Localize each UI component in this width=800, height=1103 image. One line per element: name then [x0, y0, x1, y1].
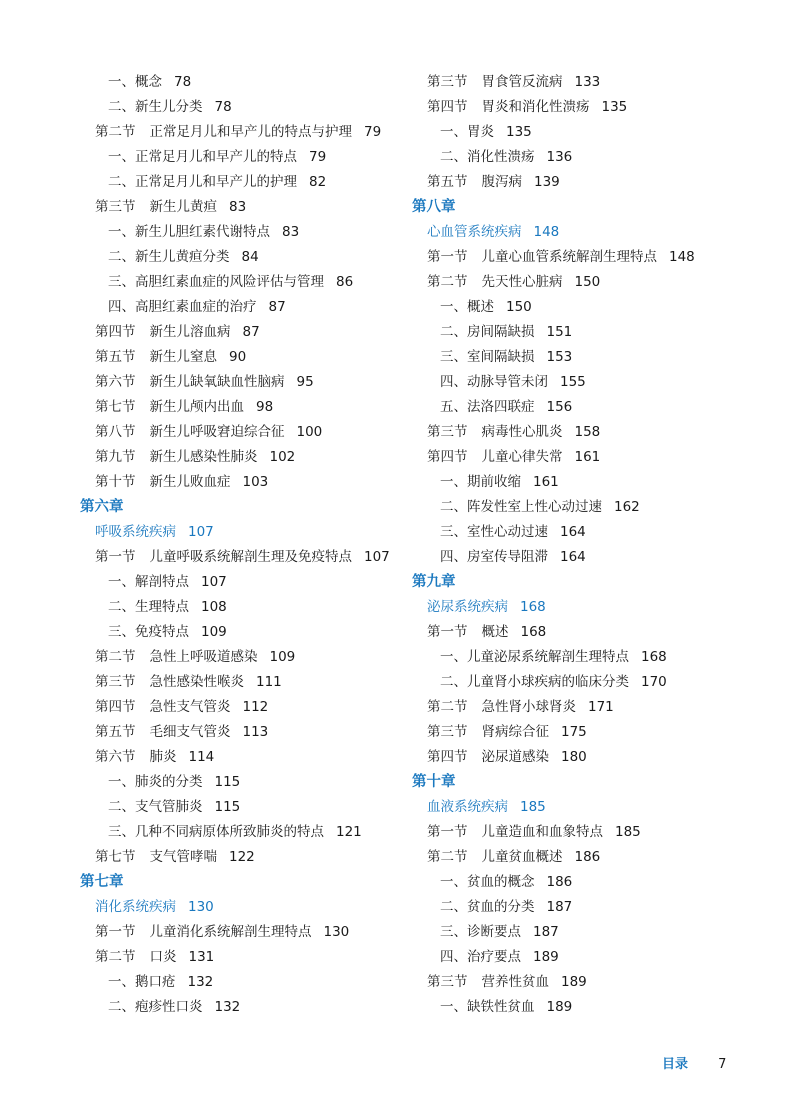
subsection-title: 二、儿童肾小球疾病的临床分类 [440, 674, 629, 690]
toc-subsection-entry [80, 970, 410, 995]
subsection-title: 一、正常足月儿和早产儿的特点 [108, 149, 297, 165]
page-ref: 187 [546, 899, 573, 915]
page-ref: 113 [242, 724, 269, 740]
section-number: 第二节 [95, 649, 136, 665]
section-title: 急性肾小球肾炎 [481, 699, 576, 715]
section-number: 第二节 [427, 274, 468, 290]
page-ref: 168 [641, 649, 667, 665]
section-number: 第六节 [95, 749, 136, 765]
toc-section-entry [80, 695, 410, 720]
subsection-title: 一、缺铁性贫血 [440, 999, 535, 1015]
toc-section-entry [80, 420, 410, 445]
section-title: 儿童造血和血象特点 [481, 824, 603, 840]
toc-subsection-entry [80, 795, 410, 820]
toc-section-entry [80, 370, 410, 395]
toc-column-left [80, 70, 410, 1020]
subsection-title: 二、生理特点 [108, 599, 189, 615]
section-number: 第一节 [427, 624, 468, 640]
section-title: 病毒性心肌炎 [481, 424, 563, 440]
page-ref: 162 [614, 499, 640, 515]
toc-subsection-entry [412, 295, 742, 320]
page-ref: 132 [187, 974, 214, 990]
chapter-heading: 第十章 [412, 774, 456, 790]
page-ref: 161 [533, 474, 559, 490]
toc-section-entry [412, 70, 742, 95]
section-number: 第三节 [427, 974, 468, 990]
subsection-title: 一、肺炎的分类 [108, 774, 203, 790]
toc-subsection-entry [412, 120, 742, 145]
toc-subsection-entry [412, 320, 742, 345]
page-ref: 87 [242, 324, 260, 340]
toc-chapter-title [80, 895, 410, 920]
toc-section-entry [412, 620, 742, 645]
page-ref: 150 [506, 299, 532, 315]
toc-subsection-entry [412, 370, 742, 395]
section-number: 第五节 [95, 349, 136, 365]
subsection-title: 一、概念 [108, 74, 162, 90]
page-ref: 78 [174, 74, 192, 90]
toc-chapter-title [412, 595, 742, 620]
section-title: 腹泻病 [481, 174, 522, 190]
subsection-title: 四、房室传导阻滞 [440, 549, 548, 565]
toc-section-entry [412, 170, 742, 195]
toc-subsection-entry [412, 395, 742, 420]
toc-subsection-entry [80, 270, 410, 295]
section-title: 正常足月儿和早产儿的特点与护理 [149, 124, 352, 140]
page-ref: 108 [201, 599, 227, 615]
section-title: 急性上呼吸道感染 [149, 649, 258, 665]
page-ref: 170 [641, 674, 667, 690]
section-title: 泌尿道感染 [481, 749, 549, 765]
page-ref: 161 [574, 449, 601, 465]
subsection-title: 二、疱疹性口炎 [108, 999, 203, 1015]
toc-chapter-title [412, 220, 742, 245]
toc-section-entry [80, 845, 410, 870]
toc-subsection-entry [412, 870, 742, 895]
subsection-title: 二、贫血的分类 [440, 899, 535, 915]
toc-subsection-entry [412, 895, 742, 920]
toc-subsection-entry [412, 645, 742, 670]
page-number: 7 [718, 1057, 727, 1072]
toc-subsection-entry [80, 770, 410, 795]
subsection-title: 五、法洛四联症 [440, 399, 535, 415]
chapter-title-text: 心血管系统疾病 [427, 224, 522, 240]
toc-section-entry [412, 695, 742, 720]
toc-subsection-entry [80, 95, 410, 120]
section-number: 第四节 [95, 699, 136, 715]
toc-section-entry [412, 245, 742, 270]
chapter-heading: 第七章 [80, 874, 124, 890]
chapter-heading: 第六章 [80, 499, 124, 515]
toc-subsection-entry [80, 245, 410, 270]
page-ref: 131 [188, 949, 215, 965]
page-ref: 87 [268, 299, 286, 315]
toc-section-entry [412, 845, 742, 870]
page-ref: 82 [309, 174, 327, 190]
subsection-title: 二、房间隔缺损 [440, 324, 535, 340]
toc-subsection-entry [80, 295, 410, 320]
page-ref: 103 [242, 474, 269, 490]
page-footer [662, 1054, 726, 1076]
page-ref: 175 [561, 724, 587, 740]
subsection-title: 三、免疫特点 [108, 624, 189, 640]
section-title: 儿童呼吸系统解剖生理及免疫特点 [149, 549, 352, 565]
page-ref: 164 [560, 549, 586, 565]
subsection-title: 四、动脉导管未闭 [440, 374, 548, 390]
toc-section-entry [412, 745, 742, 770]
toc-chapter-title [80, 520, 410, 545]
section-number: 第三节 [427, 74, 468, 90]
page-ref: 139 [534, 174, 560, 190]
section-title: 新生儿败血症 [149, 474, 231, 490]
section-title: 支气管哮喘 [149, 849, 217, 865]
toc-section-entry [80, 745, 410, 770]
toc-subsection-entry [412, 545, 742, 570]
section-number: 第六节 [95, 374, 136, 390]
section-number: 第一节 [95, 924, 136, 940]
section-number: 第四节 [95, 324, 136, 340]
footer-section-label: 目录 [662, 1057, 689, 1072]
page-ref: 109 [201, 624, 227, 640]
section-number: 第三节 [95, 674, 136, 690]
page-ref: 171 [588, 699, 614, 715]
chapter-heading: 第八章 [412, 199, 456, 215]
toc-section-entry [412, 445, 742, 470]
subsection-title: 二、阵发性室上性心动过速 [440, 499, 602, 515]
section-title: 儿童贫血概述 [481, 849, 563, 865]
page-ref: 115 [214, 774, 241, 790]
chapter-title-text: 血液系统疾病 [427, 799, 508, 815]
page-ref: 135 [601, 99, 628, 115]
toc-section-entry [80, 195, 410, 220]
section-number: 第九节 [95, 449, 136, 465]
section-title: 急性支气管炎 [149, 699, 231, 715]
section-title: 新生儿呼吸窘迫综合征 [149, 424, 285, 440]
toc-section-entry [80, 470, 410, 495]
section-title: 先天性心脏病 [481, 274, 563, 290]
page-ref: 180 [561, 749, 587, 765]
section-title: 新生儿颅内出血 [149, 399, 244, 415]
toc-subsection-entry [80, 595, 410, 620]
section-number: 第七节 [95, 399, 136, 415]
section-title: 胃食管反流病 [481, 74, 563, 90]
section-number: 第五节 [95, 724, 136, 740]
section-title: 新生儿溶血病 [149, 324, 231, 340]
section-title: 胃炎和消化性溃疡 [481, 99, 590, 115]
chapter-title-text: 泌尿系统疾病 [427, 599, 508, 615]
toc-section-entry [80, 545, 410, 570]
subsection-title: 四、高胆红素血症的治疗 [108, 299, 257, 315]
page-ref: 185 [520, 799, 546, 815]
toc-subsection-entry [80, 145, 410, 170]
subsection-title: 一、期前收缩 [440, 474, 521, 490]
section-title: 概述 [481, 624, 509, 640]
toc-section-entry [412, 820, 742, 845]
page-ref: 79 [309, 149, 327, 165]
subsection-title: 二、正常足月儿和早产儿的护理 [108, 174, 297, 190]
page-ref: 151 [546, 324, 573, 340]
section-title: 急性感染性喉炎 [149, 674, 244, 690]
toc-section-entry [80, 720, 410, 745]
page-ref: 109 [269, 649, 296, 665]
page-ref: 107 [364, 549, 390, 565]
page-ref: 156 [546, 399, 573, 415]
page-ref: 95 [296, 374, 314, 390]
page-ref: 148 [669, 249, 695, 265]
page-ref: 133 [574, 74, 601, 90]
subsection-title: 二、新生儿分类 [108, 99, 203, 115]
toc-subsection-entry [80, 620, 410, 645]
page-ref: 168 [520, 599, 546, 615]
toc-section-entry [412, 420, 742, 445]
section-title: 肾病综合征 [481, 724, 549, 740]
section-number: 第十节 [95, 474, 136, 490]
toc-subsection-entry [412, 345, 742, 370]
subsection-title: 一、鹅口疮 [108, 974, 176, 990]
section-title: 肺炎 [149, 749, 177, 765]
page-ref: 84 [241, 249, 259, 265]
page-ref: 186 [574, 849, 601, 865]
page-ref: 107 [201, 574, 227, 590]
section-number: 第八节 [95, 424, 136, 440]
section-title: 毛细支气管炎 [149, 724, 231, 740]
section-title: 口炎 [149, 949, 177, 965]
page-ref: 121 [336, 824, 362, 840]
page-ref: 83 [229, 199, 247, 215]
page-ref: 187 [533, 924, 559, 940]
toc-subsection-entry [80, 570, 410, 595]
section-title: 新生儿黄疸 [149, 199, 217, 215]
toc-section-entry [80, 645, 410, 670]
section-number: 第四节 [427, 99, 468, 115]
subsection-title: 三、室性心动过速 [440, 524, 548, 540]
subsection-title: 一、儿童泌尿系统解剖生理特点 [440, 649, 629, 665]
chapter-title-text: 消化系统疾病 [95, 899, 176, 915]
page-ref: 107 [188, 524, 214, 540]
page-ref: 132 [214, 999, 241, 1015]
section-number: 第三节 [427, 424, 468, 440]
page-ref: 189 [561, 974, 587, 990]
section-number: 第五节 [427, 174, 468, 190]
section-title: 营养性贫血 [481, 974, 549, 990]
page-ref: 102 [269, 449, 296, 465]
toc-section-entry [80, 395, 410, 420]
page-ref: 79 [364, 124, 382, 140]
subsection-title: 一、解剖特点 [108, 574, 189, 590]
toc-subsection-entry [80, 820, 410, 845]
page-ref: 168 [520, 624, 547, 640]
subsection-title: 一、胃炎 [440, 124, 494, 140]
subsection-title: 一、贫血的概念 [440, 874, 535, 890]
subsection-title: 三、诊断要点 [440, 924, 521, 940]
section-title: 新生儿窒息 [149, 349, 217, 365]
page-ref: 164 [560, 524, 586, 540]
toc-subsection-entry [80, 995, 410, 1020]
page-ref: 189 [533, 949, 559, 965]
subsection-title: 二、新生儿黄疸分类 [108, 249, 230, 265]
section-title: 新生儿缺氧缺血性脑病 [149, 374, 285, 390]
page-ref: 189 [546, 999, 573, 1015]
toc-chapter-title [412, 795, 742, 820]
toc-subsection-entry [412, 995, 742, 1020]
section-number: 第四节 [427, 449, 468, 465]
page-ref: 83 [282, 224, 300, 240]
page-ref: 112 [242, 699, 269, 715]
subsection-title: 二、消化性溃疡 [440, 149, 535, 165]
section-number: 第二节 [95, 124, 136, 140]
section-number: 第二节 [427, 699, 468, 715]
page-ref: 78 [214, 99, 232, 115]
page-ref: 90 [229, 349, 247, 365]
toc-column-right [412, 70, 742, 1020]
toc-section-entry [80, 320, 410, 345]
section-number: 第三节 [427, 724, 468, 740]
subsection-title: 一、概述 [440, 299, 494, 315]
page-ref: 185 [615, 824, 641, 840]
page-ref: 153 [546, 349, 573, 365]
page-ref: 136 [546, 149, 573, 165]
section-title: 新生儿感染性肺炎 [149, 449, 258, 465]
toc-subsection-entry [412, 670, 742, 695]
page-ref: 111 [256, 674, 282, 690]
subsection-title: 三、室间隔缺损 [440, 349, 535, 365]
section-number: 第一节 [427, 249, 468, 265]
page-ref: 158 [574, 424, 601, 440]
page-ref: 148 [533, 224, 560, 240]
section-number: 第二节 [427, 849, 468, 865]
subsection-title: 二、支气管肺炎 [108, 799, 203, 815]
section-title: 儿童消化系统解剖生理特点 [149, 924, 312, 940]
page-ref: 150 [574, 274, 601, 290]
section-number: 第四节 [427, 749, 468, 765]
page-ref: 155 [560, 374, 586, 390]
toc-section-entry [80, 345, 410, 370]
page-ref: 115 [214, 799, 241, 815]
toc-section-entry [80, 945, 410, 970]
page-ref: 130 [323, 924, 350, 940]
toc-subsection-entry [80, 220, 410, 245]
page-ref: 186 [546, 874, 573, 890]
page-ref: 98 [256, 399, 274, 415]
toc-section-entry [412, 270, 742, 295]
page-ref: 122 [229, 849, 255, 865]
toc-section-entry [412, 720, 742, 745]
toc-section-entry [412, 970, 742, 995]
section-title: 儿童心血管系统解剖生理特点 [481, 249, 657, 265]
chapter-heading: 第九章 [412, 574, 456, 590]
subsection-title: 四、治疗要点 [440, 949, 521, 965]
toc-subsection-entry [412, 945, 742, 970]
page-ref: 130 [188, 899, 214, 915]
toc-subsection-entry [412, 470, 742, 495]
section-number: 第二节 [95, 949, 136, 965]
toc-subsection-entry [412, 520, 742, 545]
section-number: 第三节 [95, 199, 136, 215]
toc-subsection-entry [80, 70, 410, 95]
toc-subsection-entry [412, 920, 742, 945]
toc-section-entry [80, 445, 410, 470]
page-ref: 114 [188, 749, 215, 765]
toc-subsection-entry [412, 145, 742, 170]
toc-section-entry [80, 920, 410, 945]
subsection-title: 一、新生儿胆红素代谢特点 [108, 224, 270, 240]
toc-section-entry [412, 95, 742, 120]
section-number: 第一节 [427, 824, 468, 840]
toc-section-entry [80, 120, 410, 145]
toc-subsection-entry [80, 170, 410, 195]
subsection-title: 三、几种不同病原体所致肺炎的特点 [108, 824, 324, 840]
toc-section-entry [80, 670, 410, 695]
section-number: 第一节 [95, 549, 136, 565]
toc-subsection-entry [412, 495, 742, 520]
page-ref: 135 [506, 124, 532, 140]
subsection-title: 三、高胆红素血症的风险评估与管理 [108, 274, 324, 290]
page-ref: 86 [336, 274, 354, 290]
chapter-title-text: 呼吸系统疾病 [95, 524, 176, 540]
section-title: 儿童心律失常 [481, 449, 563, 465]
section-number: 第七节 [95, 849, 136, 865]
page-ref: 100 [296, 424, 323, 440]
